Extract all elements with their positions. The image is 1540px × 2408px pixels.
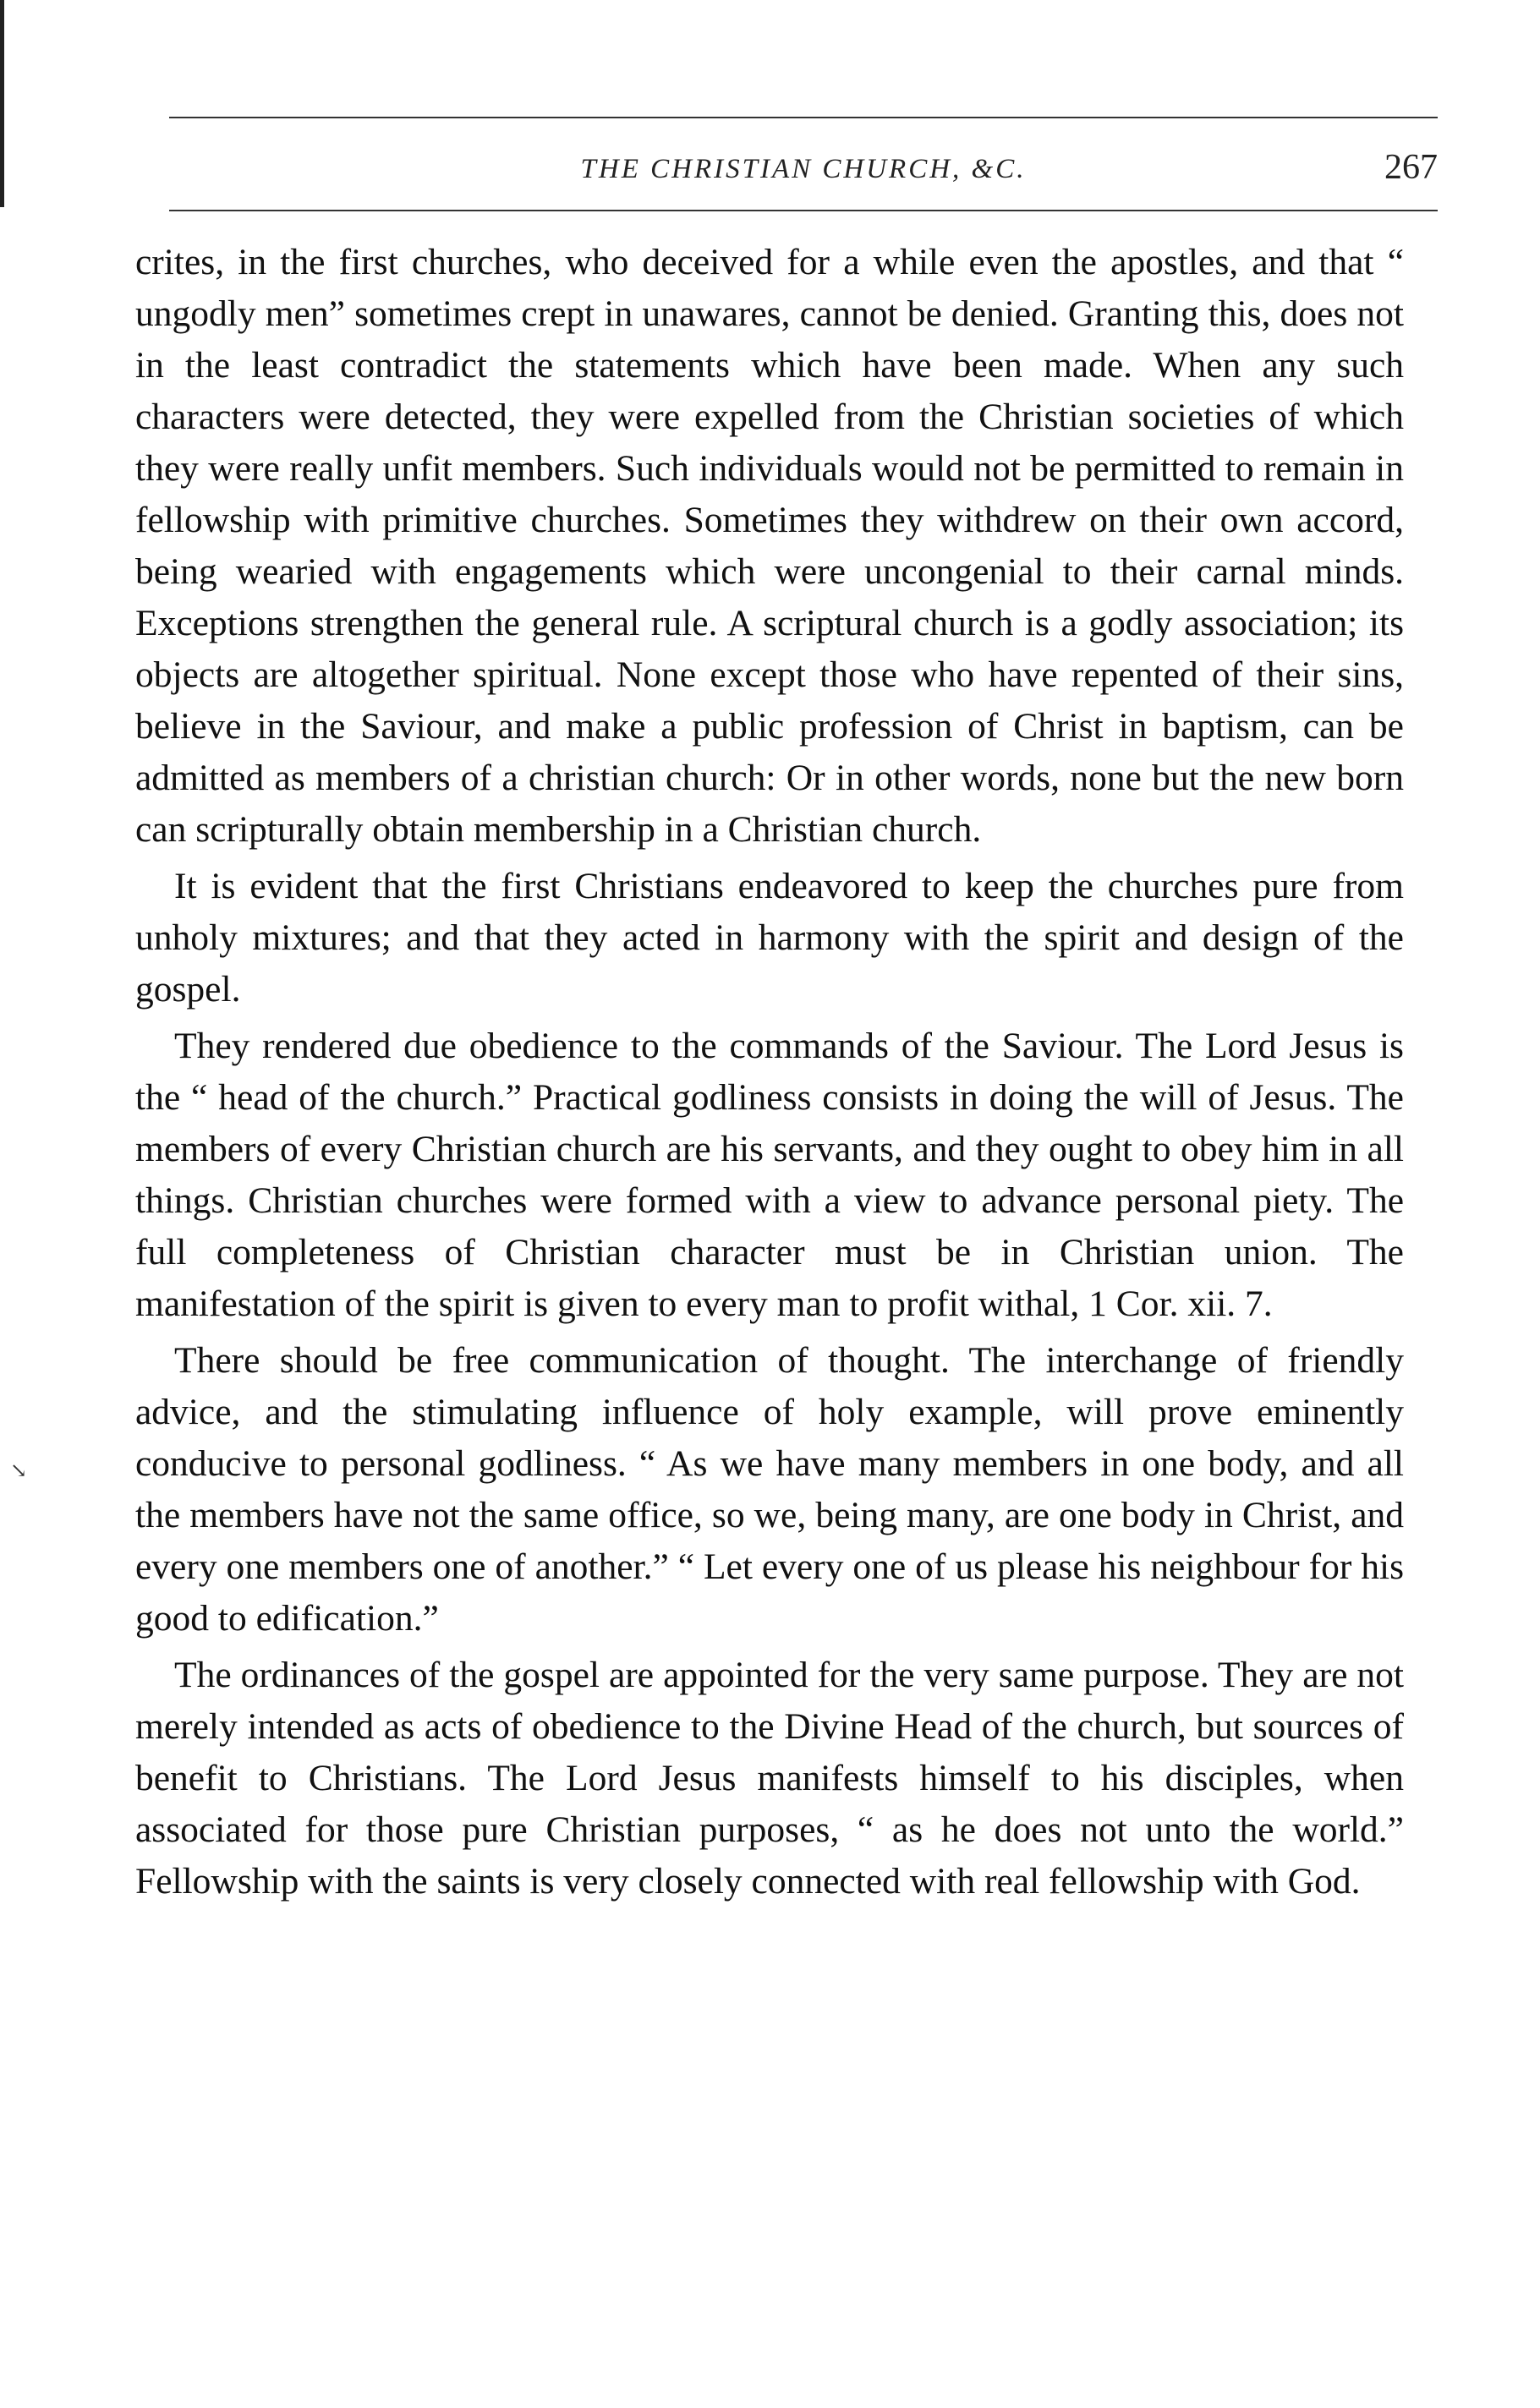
paragraph: The ordinances of the gospel are appointed for the very same purpose. They are not merely intended as acts of obedience to the Divine Head of the church, but sources of benefit to Christians. The Lord Jesus manifests himself to his disciples, when associated for those pure Christian purposes, “ as he does not unto the world.” Fellowship with the saints is very closely connected with real fellowship with God. xyxy=(135,1655,1404,1902)
running-head xyxy=(169,147,1438,198)
page-number: 267 xyxy=(1384,148,1438,187)
page-edge-mark xyxy=(0,0,4,207)
body-text xyxy=(135,237,1404,1913)
paragraph: It is evident that the first Christians endeavored to keep the churches pure from unholy mixtures; and that they acted in harmony with the spirit and design of the gospel. xyxy=(135,866,1404,1010)
page xyxy=(135,110,1438,2325)
margin-mark: ↘ xyxy=(10,1460,28,1482)
header-rule-top xyxy=(169,117,1438,118)
header-rule-bottom xyxy=(169,210,1438,211)
paragraph: They rendered due obedience to the commands of the Saviour. The Lord Jesus is the “ head of the church.” Practical godliness consists in doing the will of Jesus. The members of every Christian church are his servants, and they ought to obey him in all things. Christian churches were formed with a view to advance personal piety. The full completeness of Christian character must be in Christian union. The manifestation of the spirit is given to every man to profit withal, 1 Cor. xii. 7. xyxy=(135,1026,1404,1324)
paragraph-continued: crites, in the first churches, who deceived for a while even the apostles, and that “ ungodly men” sometimes crept in unawares, cannot be denied. Granting this, does not in the least contradict the statements which have been made. When any such characters were detected, they were expelled from the Christian societies of which they were really unfit members. Such individuals would not be permitted to remain in fellowship with primitive churches. Sometimes they withdrew on their own accord, being wearied with engagements which were uncongenial to their carnal minds. Exceptions strengthen the general rule. A scriptural church is a godly association; its objects are altogether spiritual. None except those who have repented of their sins, believe in the Saviour, and make a public profession of Christ in baptism, can be admitted as members of a christian church: Or in other words, none but the new born can scripturally obtain membership in a Christian church. xyxy=(135,242,1404,850)
paragraph: There should be free communication of thought. The interchange of friendly advice, and the stimulating influence of holy example, will prove eminently conducive to personal godliness. “ As we have many members in one body, and all the members have not the same office, so we, being many, are one body in Christ, and every one members one of another.” “ Let every one of us please his neighbour for his good to edification.” xyxy=(135,1340,1404,1639)
running-head-title: THE CHRISTIAN CHURCH, &C. xyxy=(580,154,1027,184)
